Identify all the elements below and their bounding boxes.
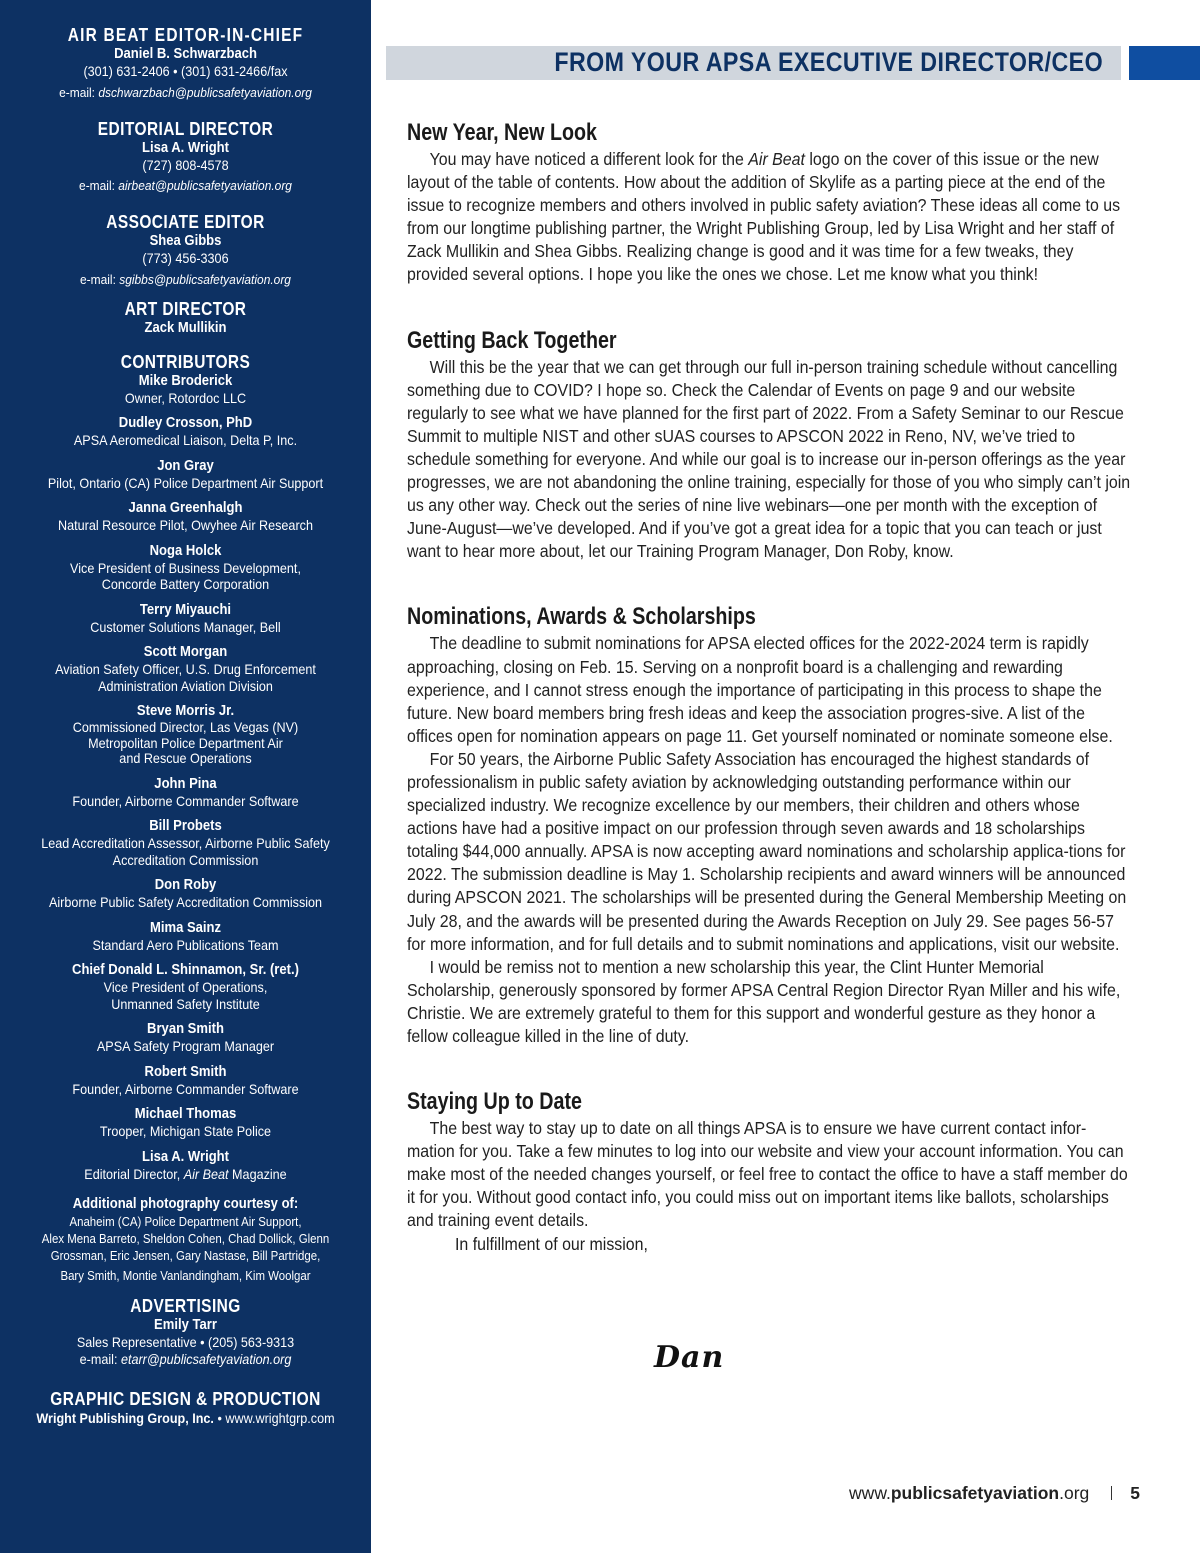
email-label: e-mail: xyxy=(80,271,120,287)
contributor xyxy=(8,543,363,593)
photography-credits xyxy=(8,1196,363,1284)
contributor-role: Founder, Airborne Commander Software xyxy=(72,792,299,809)
role-text: Editorial Director, xyxy=(84,1165,184,1182)
contributor-name: Robert Smith xyxy=(144,1063,227,1080)
url-suffix: .org xyxy=(1059,1483,1090,1503)
article-section xyxy=(407,118,1135,287)
staff-phone: (773) 456-3306 xyxy=(142,250,229,266)
contributor-name: Jon Gray xyxy=(157,457,214,474)
masthead-sidebar xyxy=(0,0,371,1553)
photography-heading: Additional photography courtesy of: xyxy=(72,1196,299,1212)
contributor xyxy=(8,458,363,492)
contributor-role: Vice President of Business Development, xyxy=(70,559,301,576)
contributor-name: Dudley Crosson, PhD xyxy=(118,415,253,431)
section-heading: EDITORIAL DIRECTOR xyxy=(97,118,274,139)
header-accent-block xyxy=(1129,46,1200,80)
photo-credit-line: Alex Mena Barreto, Sheldon Cohen, Chad Dollick, Glenn xyxy=(41,1231,330,1246)
email-address: sgibbs@publicsafetyaviation.org xyxy=(119,271,291,287)
contributor xyxy=(8,1149,363,1183)
contributor-name: Michael Thomas xyxy=(134,1106,237,1122)
photo-credit-line: Anaheim (CA) Police Department Air Support, xyxy=(69,1214,302,1229)
contributor-role: Lead Accreditation Assessor, Airborne Public Safety xyxy=(41,835,330,851)
contributor xyxy=(8,877,363,911)
paragraph: For 50 years, the Airborne Public Safety Association has encouraged the highest standards of professionalism in public safety aviation by acknowledging outstanding performance within our specialized industry. We recognize excellence by our members, their children and others whose actions have had a positive impact on our profession through seven awards and 18 scholarships totaling $44,000 annually. APSA is now accepting award nominations and scholarship applica-tions for 2022. The submission deadline is May 1. Scholarship recipients and award winners will be announced during APSCON 2021. The scholarships will be presented during the General Membership Meeting on July 28, and the awards will be presented during the Awards Reception on July 29. See pages 56-57 for more information, and for full details and to submit nominations and applications, visit our website. xyxy=(407,748,1127,954)
footer-divider xyxy=(1111,1486,1112,1500)
contributor xyxy=(8,703,363,767)
paragraph xyxy=(407,148,1131,287)
staff-name: Emily Tarr xyxy=(154,1317,217,1333)
art-director-block xyxy=(8,299,363,337)
page-number: 5 xyxy=(1130,1483,1140,1503)
contributor xyxy=(8,962,363,1012)
contributor-name: Steve Morris Jr. xyxy=(136,703,235,719)
header-bar xyxy=(386,46,1121,80)
design-company xyxy=(26,1410,346,1427)
contributors-block xyxy=(8,352,363,1183)
magazine-title: Air Beat xyxy=(748,149,805,169)
advertising-block xyxy=(8,1296,363,1367)
staff-email xyxy=(22,272,349,288)
contributor-role: and Rescue Operations xyxy=(119,750,252,766)
contributor-name: John Pina xyxy=(154,775,217,792)
photo-credit-line: Grossman, Eric Jensen, Gary Nastase, Bill Partridge, xyxy=(50,1248,321,1263)
article-body xyxy=(407,118,1135,1256)
section-heading: CONTRIBUTORS xyxy=(120,351,251,372)
contributor-role: Metropolitan Police Department Air xyxy=(88,734,283,751)
contributor-name: Mima Sainz xyxy=(149,919,222,936)
section-heading: ART DIRECTOR xyxy=(124,298,247,319)
website-url[interactable] xyxy=(849,1483,1089,1503)
graphic-design-block xyxy=(8,1389,363,1427)
article-section xyxy=(407,1087,1135,1232)
contributor-name: Mike Broderick xyxy=(138,372,233,389)
contributor xyxy=(8,602,363,636)
contributor-role: Concorde Battery Corporation xyxy=(101,576,270,592)
contributor-name: Terry Miyauchi xyxy=(139,601,232,618)
section-title: Staying Up to Date xyxy=(407,1088,582,1116)
contributor xyxy=(8,818,363,868)
paragraph: I would be remiss not to mention a new scholarship this year, the Clint Hunter Memorial Scholarship, generously sponsored by former APSA Central Region Director Ryan Miller and his wife, Christie. We are extremely grateful to them for this support and wonderful gesture as they honor a fellow colleague killed in the line of duty. xyxy=(407,956,1121,1046)
contributor-name: Noga Holck xyxy=(149,542,222,559)
contributor-name: Lisa A. Wright xyxy=(141,1148,229,1165)
editorial-director-block xyxy=(8,119,363,195)
contributor-role: Standard Aero Publications Team xyxy=(92,936,279,953)
paragraph: The deadline to submit nominations for APSA elected offices for the 2022-2024 term is rapidly approaching, closing on Feb. 15. Serving on a nonprofit board is a challenging and rewarding experience, and I cannot stress enough the importance of participating in this process to shape the future. New board members bring fresh ideas and keep the association progres-sive. A list of the offices open for nomination appears on page 11. Get yourself nominated or nominate someone else. xyxy=(407,633,1113,746)
page-footer xyxy=(820,1483,1140,1504)
contributor xyxy=(8,1106,363,1140)
email-label: e-mail: xyxy=(79,178,119,193)
editor-in-chief-block xyxy=(8,25,363,101)
contributor xyxy=(8,920,363,954)
contributor-role: Aviation Safety Officer, U.S. Drug Enforcement xyxy=(55,661,316,677)
email-address: airbeat@publicsafetyaviation.org xyxy=(118,178,292,193)
company-website: www.wrightgrp.com xyxy=(225,1410,335,1426)
contributor-name: Chief Donald L. Shinnamon, Sr. (ret.) xyxy=(72,962,299,978)
text: logo on the cover of this issue or the new layout of the table of contents. How about the addition of Skylife as a parting piece at the end of the issue to recognize members and others involved in public safety aviation? These ideas all come to us from our longtime publishing partner, the Wright Publishing Group, led by Lisa Wright and her staff of Zack Mullikin and Shea Gibbs. Realizing change is good and it was time for a few tweaks, they provided several options. I hope you like the ones we chose. Let me know what you think! xyxy=(407,149,1121,285)
contributor-role: Owner, Rotordoc LLC xyxy=(124,389,247,406)
magazine-title: Air Beat xyxy=(183,1165,229,1182)
contributor-role: Customer Solutions Manager, Bell xyxy=(90,618,281,635)
contributor-role: Accreditation Commission xyxy=(112,851,259,868)
photo-credit-line: Bary Smith, Montie Vanlandingham, Kim Woolgar xyxy=(60,1268,311,1283)
staff-email xyxy=(22,85,349,101)
associate-editor-block xyxy=(8,212,363,288)
page-title: FROM YOUR APSA EXECUTIVE DIRECTOR/CEO xyxy=(554,47,1103,77)
contributor-name: Bryan Smith xyxy=(147,1021,224,1037)
contributor-name: Bill Probets xyxy=(149,818,222,834)
contributor xyxy=(8,776,363,810)
staff-phone: (301) 631-2406 • (301) 631-2466/fax xyxy=(83,63,288,79)
separator: • xyxy=(213,1410,226,1426)
contributor-name: Scott Morgan xyxy=(143,644,228,660)
section-heading: ASSOCIATE EDITOR xyxy=(106,212,265,232)
url-domain: publicsafetyaviation xyxy=(890,1483,1060,1503)
section-title: New Year, New Look xyxy=(407,119,597,146)
contributor xyxy=(8,500,363,534)
contributor-role: Commissioned Director, Las Vegas (NV) xyxy=(72,719,299,735)
role-text: Magazine xyxy=(228,1165,287,1182)
section-heading: AIR BEAT EDITOR-IN-CHIEF xyxy=(67,25,304,45)
article-section xyxy=(407,602,1135,1048)
email-label: e-mail: xyxy=(59,84,99,100)
text: You may have noticed a different look for the xyxy=(429,149,749,169)
contributor-role: Trooper, Michigan State Police xyxy=(99,1123,272,1139)
staff-name: Lisa A. Wright xyxy=(141,139,229,156)
section-title: Nominations, Awards & Scholarships xyxy=(407,603,756,631)
contributor-role: Pilot, Ontario (CA) Police Department Air Support xyxy=(47,474,324,491)
contributors-list xyxy=(8,373,363,1183)
contributor-role: Founder, Airborne Commander Software xyxy=(72,1080,299,1097)
paragraph: Will this be the year that we can get through our full in-person training schedule without cancelling something due to COVID? I hope so. Check the Calendar of Events on page 9 and our website regularly to see what we have planned for the first part of 2022. From a Safety Seminar to our Rescue Summit to multiple NIST and other sUAS courses to APSCON 2022 in Reno, NV, we’ve tried to schedule something for everyone. And while our goal is to increase our in-person offerings as the year progresses, we are not abandoning the online training, especially for those of you who simply can’t join us any other way. Check out the series of nine live webinars—one per month with the exception of June-August—we’ve developed. And if you’ve got a great idea for a topic that you can teach or just want to hear more about, let our Training Program Manager, Don Roby, know. xyxy=(407,356,1131,562)
staff-phone: Sales Representative • (205) 563-9313 xyxy=(76,1334,295,1350)
contributor-role: Airborne Public Safety Accreditation Commission xyxy=(48,894,323,910)
contributor-name: Don Roby xyxy=(154,877,217,893)
closing-line: In fulfillment of our mission, xyxy=(455,1233,648,1254)
contributor-name: Janna Greenhalgh xyxy=(128,500,243,516)
staff-phone: (727) 808-4578 xyxy=(142,156,229,173)
contributor-role: APSA Aeromedical Liaison, Delta P, Inc. xyxy=(73,432,298,448)
url-prefix: www. xyxy=(849,1483,891,1503)
staff-email xyxy=(26,1351,346,1368)
contributor-role: Vice President of Operations, xyxy=(103,979,268,995)
signature: Dan xyxy=(654,1340,725,1375)
contributor xyxy=(8,415,363,449)
article-section xyxy=(407,326,1135,564)
company-name: Wright Publishing Group, Inc. xyxy=(36,1410,214,1426)
staff-email xyxy=(22,178,349,194)
email-address: etarr@publicsafetyaviation.org xyxy=(120,1350,292,1367)
contributor xyxy=(8,373,363,407)
contributor-role xyxy=(26,1166,346,1183)
paragraph: The best way to stay up to date on all things APSA is to ensure we have current contact infor-mation for you. Take a few minutes to log into our website and view your account information. You can make most of the needed changes yourself, or feel free to contact the office to have a staff member do it for you. Without good contact info, you could miss out on important items like ballots, scholarships and training event details. xyxy=(407,1118,1128,1231)
contributor xyxy=(8,1064,363,1098)
staff-name: Zack Mullikin xyxy=(144,319,227,336)
contributor-role: Unmanned Safety Institute xyxy=(111,995,260,1012)
section-heading: GRAPHIC DESIGN & PRODUCTION xyxy=(50,1389,321,1409)
contributor-role: APSA Safety Program Manager xyxy=(96,1038,275,1054)
contributor xyxy=(8,644,363,694)
contributor-role: Natural Resource Pilot, Owyhee Air Research xyxy=(58,517,313,533)
section-title: Getting Back Together xyxy=(407,326,617,354)
staff-name: Shea Gibbs xyxy=(149,233,222,249)
email-address: dschwarzbach@publicsafetyaviation.org xyxy=(98,84,312,100)
contributor xyxy=(8,1021,363,1055)
contributor-role: Administration Aviation Division xyxy=(98,677,273,694)
staff-name: Daniel B. Schwarzbach xyxy=(114,46,257,62)
email-label: e-mail: xyxy=(79,1350,121,1367)
section-heading: ADVERTISING xyxy=(130,1296,241,1316)
